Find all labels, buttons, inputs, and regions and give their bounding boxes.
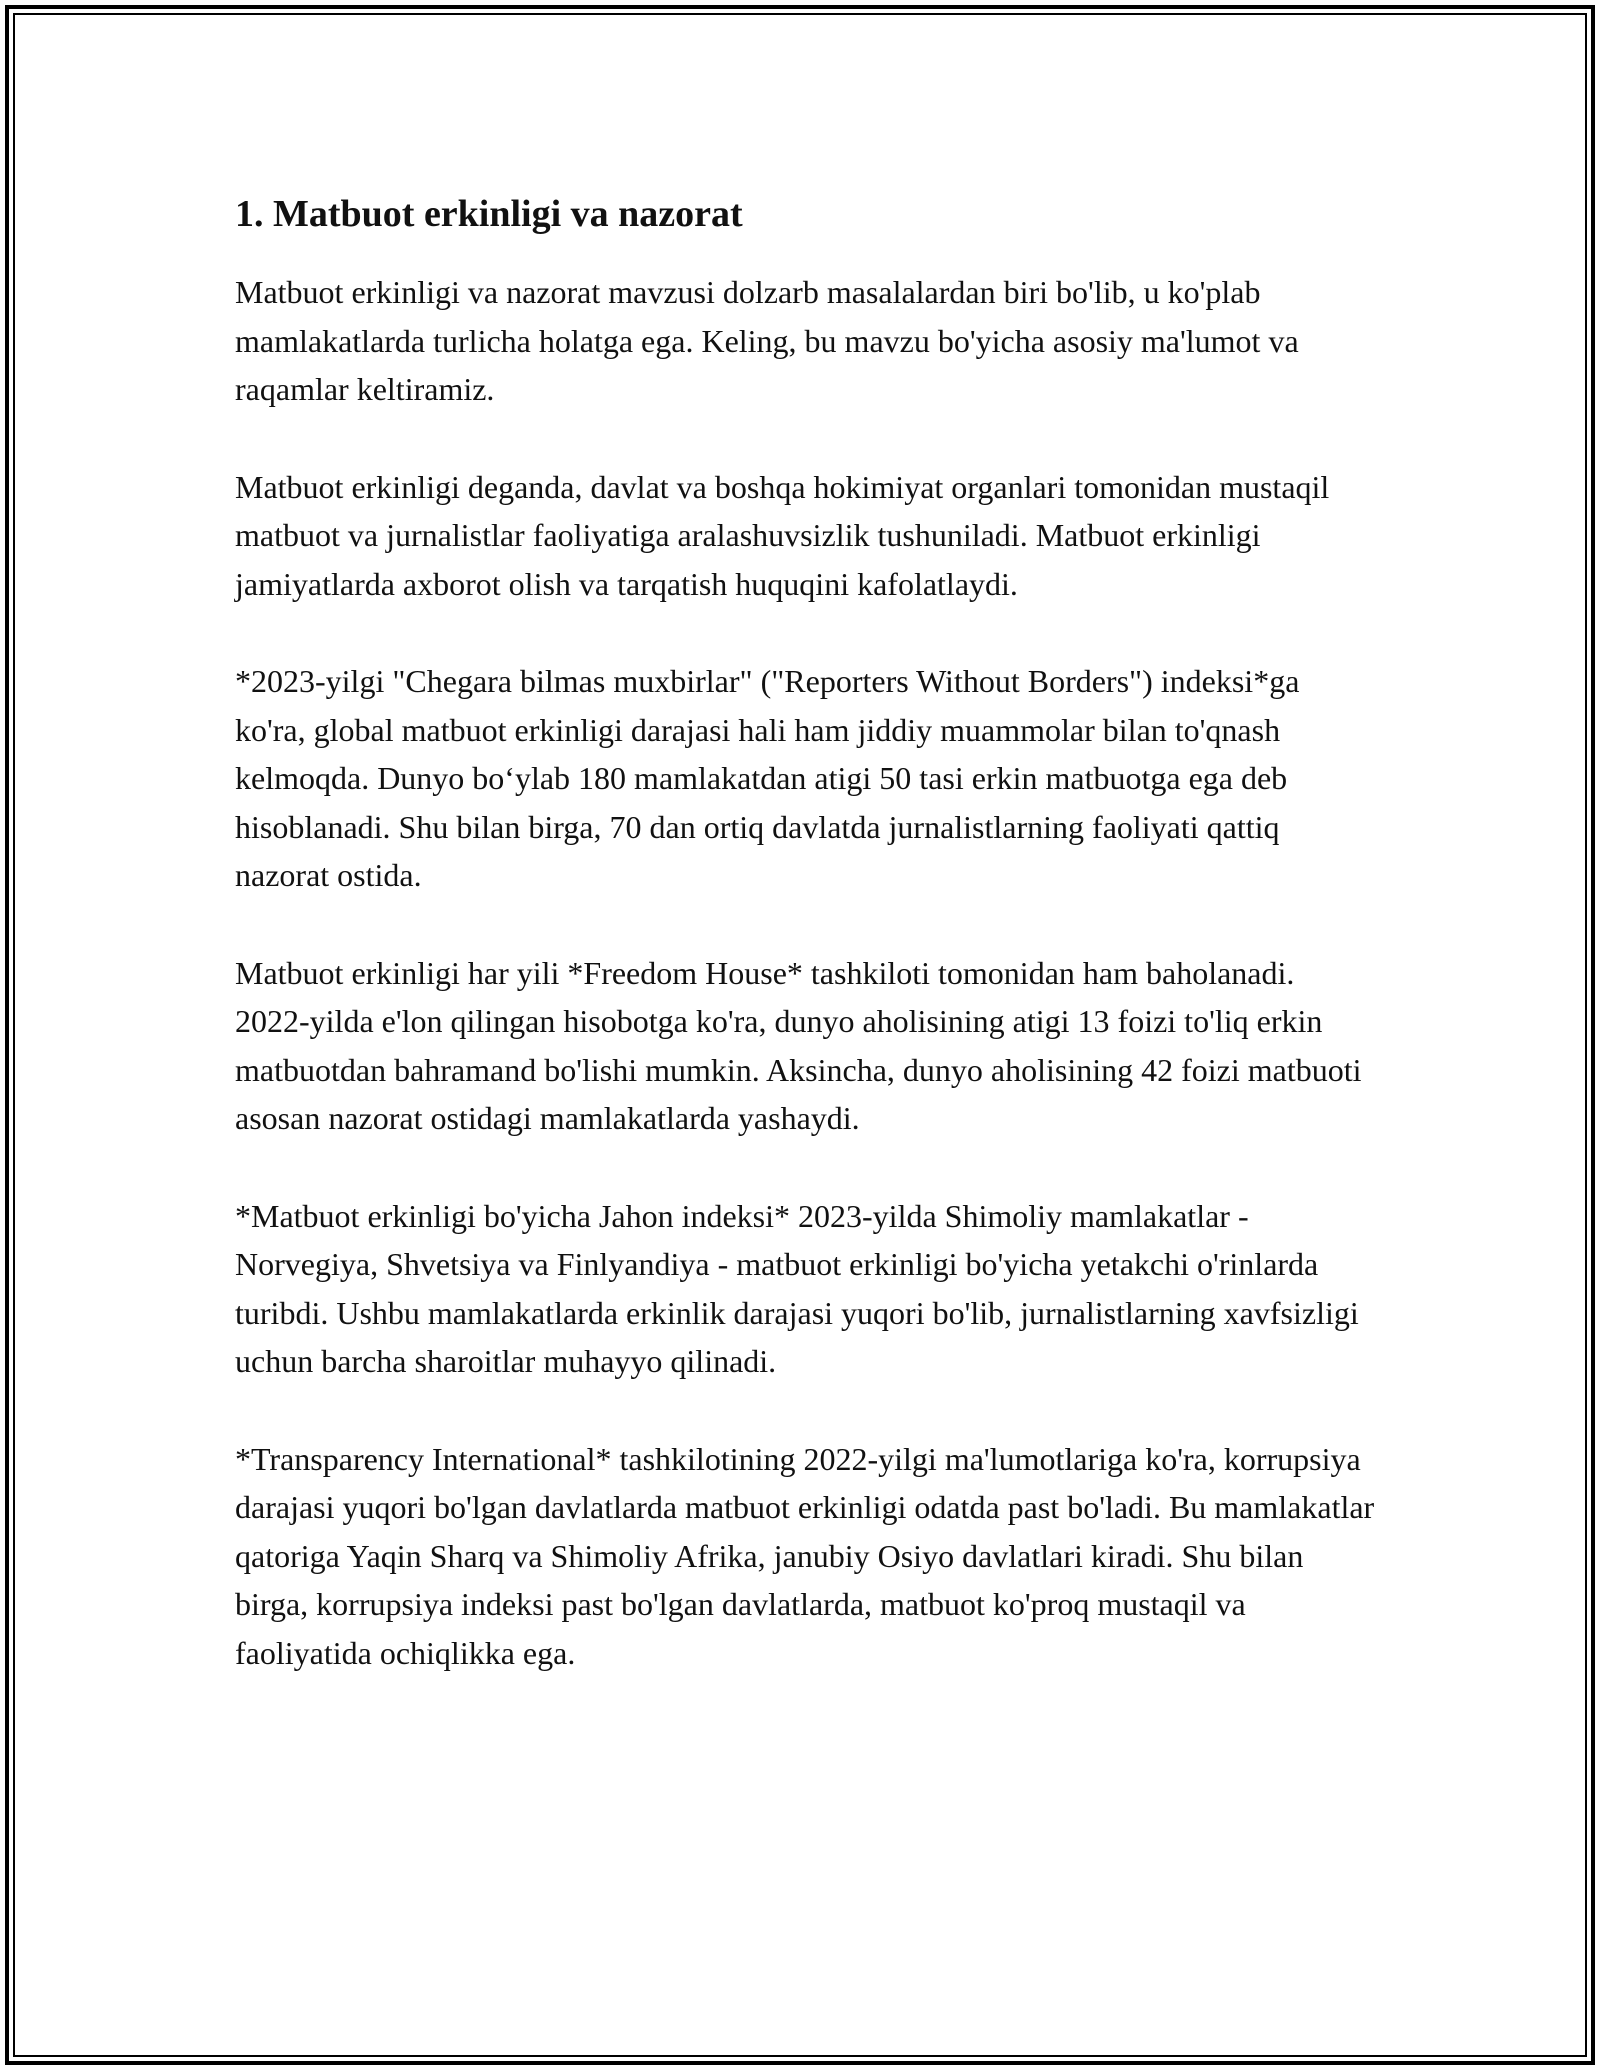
section-heading: 1. Matbuot erkinligi va nazorat [235,193,743,235]
paragraph-freedom-house: Matbuot erkinligi har yili *Freedom House* tashkiloti tomonidan ham baholanadi. 2022-yilda e'lon qilingan hisobotga ko'ra, dunyo aholisining atigi 13 foizi to'liq erkin matbuotdan bahramand bo'lishi mumkin. Aksincha, dunyo aholisining 42 foizi matbuoti asosan nazorat ostidagi mamlakatlarda yashaydi. [235,954,1362,1136]
paragraph-world-index: *Matbuot erkinligi bo'yicha Jahon indeksi* 2023-yilda Shimoliy mamlakatlar - Norvegiya, Shvetsiya va Finlyandiya - matbuot erkinligi bo'yicha yetakchi o'rinlarda turibdi. Ushbu mamlakatlarda erkinlik darajasi yuqori bo'lib, jurnalistlarning xavfsizligi uchun barcha sharoitlar muhayyo qilinadi. [235,1197,1359,1379]
paragraph-intro: Matbuot erkinligi va nazorat mavzusi dolzarb masalalardan biri bo'lib, u ko'plab mamlakatlarda turlicha holatga ega. Keling, bu mavzu bo'yicha asosiy ma'lumot va raqamlar keltiramiz. [235,274,1299,407]
paragraph-transparency: *Transparency International* tashkilotining 2022-yilgi ma'lumotlariga ko'ra, korrupsiya darajasi yuqori bo'lgan davlatlarda matbuot erkinligi odatda past bo'ladi. Bu mamlakatlar qatoriga Yaqin Sharq va Shimoliy Afrika, janubiy Osiyo davlatlari kiradi. Shu bilan birga, korrupsiya indeksi past bo'lgan davlatlarda, matbuot ko'proq mustaqil va faoliyatida ochiqlikka ega. [235,1440,1375,1671]
document-body [235,188,1375,1726]
paragraph-definition: Matbuot erkinligi deganda, davlat va boshqa hokimiyat organlari tomonidan mustaqil matbuot va jurnalistlar faoliyatiga aralashuvsizlik tushuniladi. Matbuot erkinligi jamiyatlarda axborot olish va tarqatish huquqini kafolatlaydi. [235,468,1330,602]
paragraph-rsf-index: *2023-yilgi "Chegara bilmas muxbirlar" ("Reporters Without Borders") indeksi*ga ko'ra, global matbuot erkinligi darajasi hali ham jiddiy muammolar bilan to'qnash kelmoqda. Dunyo bo‘ylab 180 mamlakatdan atigi 50 tasi erkin matbuotga ega deb hisoblanadi. Shu bilan birga, 70 dan ortiq davlatda jurnalistlarning faoliyati qattiq nazorat ostida. [235,663,1300,893]
